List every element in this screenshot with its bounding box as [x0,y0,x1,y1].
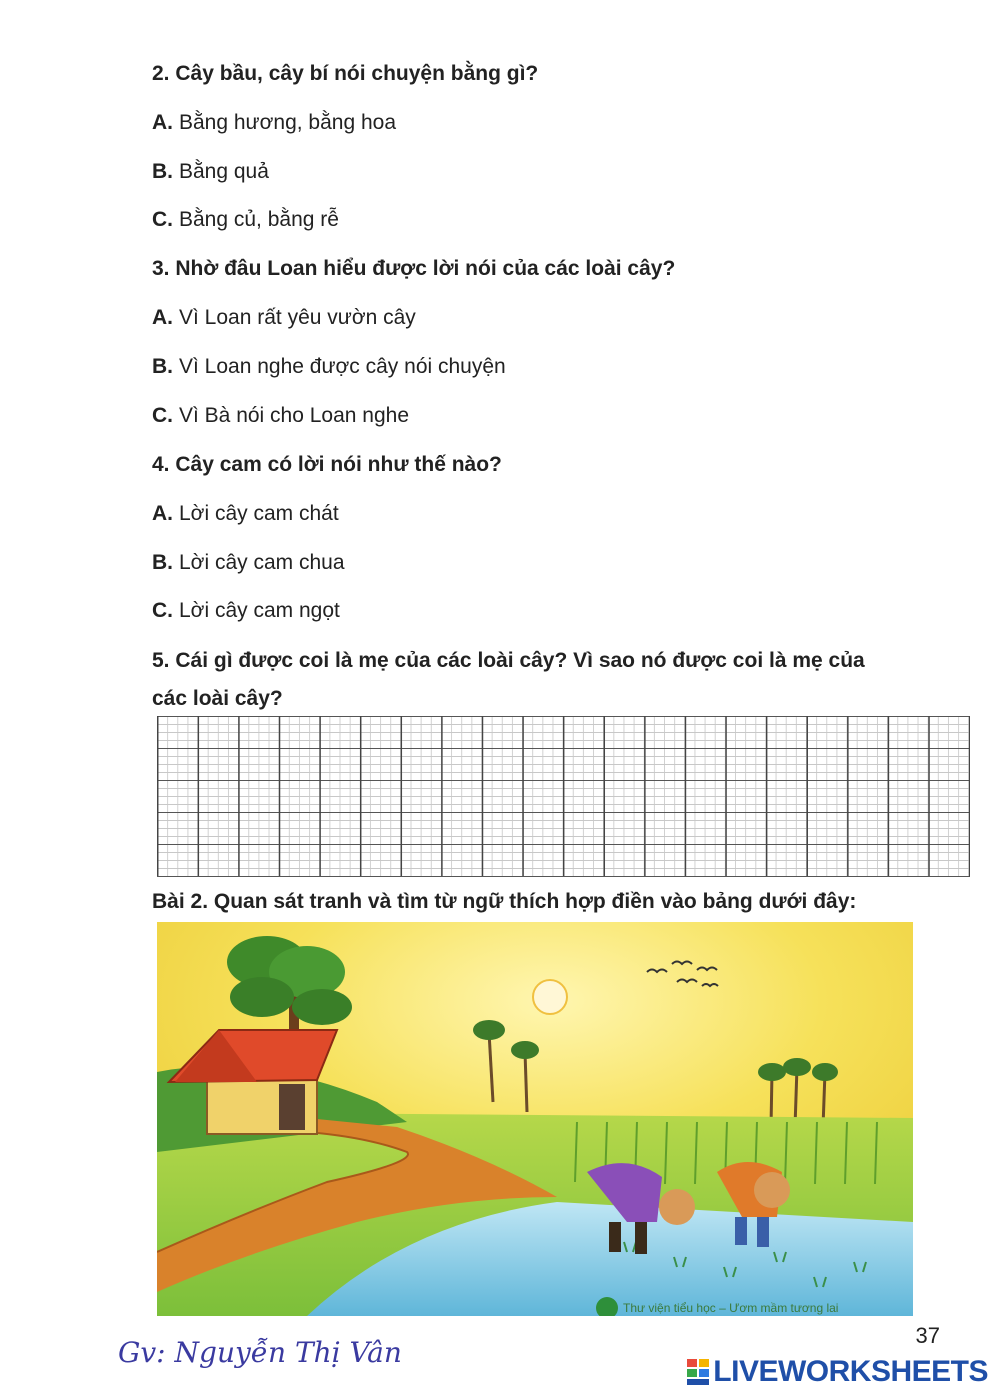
question-3-option-b: B. Vì Loan nghe được cây nói chuyện [152,355,506,378]
question-4: 4. Cây cam có lời nói như thế nào? [152,453,502,476]
question-2: 2. Cây bầu, cây bí nói chuyện bằng gì? [152,62,539,85]
question-4-option-c: C. Lời cây cam ngọt [152,599,340,622]
question-5: 5. Cái gì được coi là mẹ của các loài cây? Vì sao nó được coi là mẹ của [152,649,865,672]
image-watermark: Thư viện tiểu học – Ươm mầm tương lai [623,1301,839,1315]
question-2-option-c: C. Bằng củ, bằng rễ [152,208,339,231]
rice-field-illustration [157,922,913,1316]
question-4-option-b: B. Lời cây cam chua [152,551,345,574]
question-2-option-b: B. Bằng quả [152,160,269,183]
question-2-option-a: A. Bằng hương, bằng hoa [152,111,397,134]
liveworksheets-mark-icon [687,1357,711,1387]
liveworksheets-logo [687,1356,988,1388]
page-number: 37 [915,1323,940,1348]
question-3-option-c: C. Vì Bà nói cho Loan nghe [152,404,410,427]
question-5-continued: các loài cây? [152,687,283,710]
teacher-signature: Gv: Nguyễn Thị Vân [118,1336,402,1369]
question-3-option-a: A. Vì Loan rất yêu vườn cây [152,306,416,329]
question-3: 3. Nhờ đâu Loan hiểu được lời nói của các loài cây? [152,257,676,280]
question-4-option-a: A. Lời cây cam chát [152,502,339,525]
brand-name: LIVEWORKSHEETS [713,1355,988,1388]
exercise-2-instruction: Bài 2. Quan sát tranh và tìm từ ngữ thích hợp điền vào bảng dưới đây: [152,890,857,913]
answer-writing-grid[interactable] [157,716,970,877]
